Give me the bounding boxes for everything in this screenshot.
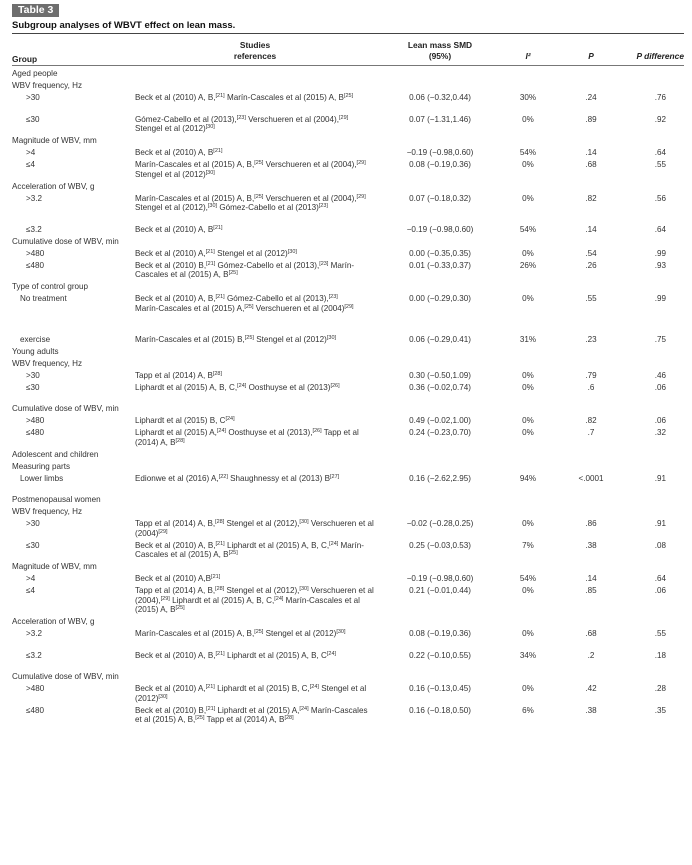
row-lean-mass-smd: 0.22 (−0.10,0.55) [409,650,471,660]
row-lean-mass-smd: 0.07 (−0.18,0.32) [409,193,471,203]
row-lean-mass-smd: 0.08 (−0.19,0.36) [409,160,471,169]
row-lean-mass-smd: 0.07 (−1.31,1.46) [409,114,471,124]
row-p-difference: .06 [654,586,666,595]
row-p-difference: .46 [654,370,666,380]
group-heading: Cumulative dose of WBV, min [12,672,119,681]
row-lean-mass-smd: 0.21 (−0.01,0.44) [409,586,471,595]
row-references: Liphardt et al (2015) A, B, C,[24] Oosthuyse et al (2013)[26] [135,382,340,392]
row-p-value: .42 [585,684,597,693]
row-subgroup-label: >480 [26,684,45,693]
row-p-difference: .64 [654,148,666,157]
row-references: Beck et al (2010) A, B,[21] Liphardt et al (2015) A, B, C[24] [135,650,337,660]
row-p-difference: .91 [654,519,666,528]
row-p-difference: .18 [654,650,666,660]
row-references: Tapp et al (2014) A, B,[28] Stengel et al (2012),[30] Verschueren et al (2004)[29] [135,519,374,538]
row-i2: 0% [522,684,534,693]
row-subgroup-label: >30 [26,519,40,528]
group-heading: Magnitude of WBV, mm [12,136,97,145]
row-p-value: .38 [585,540,597,550]
row-subgroup-label: No treatment [20,294,67,303]
row-i2: 0% [522,428,534,437]
row-references: Beck et al (2010) A, B[21] [135,148,223,157]
row-p-value: .7 [587,428,595,437]
group-heading: Type of control group [12,282,89,291]
row-subgroup-label: >30 [26,370,40,380]
row-references: Gómez-Cabello et al (2013),[23] Verschueren et al (2004),[29] Stengel et al (2012)[30] [135,114,349,133]
group-heading: Young adults [12,346,59,356]
row-references: Liphardt et al (2015) A,[24] Oosthuyse et al (2013),[26] Tapp et al (2014) A, B[28] [135,428,359,447]
row-i2: 54% [519,224,537,234]
row-subgroup-label: ≤4 [26,586,35,595]
group-heading: Cumulative dose of WBV, min [12,236,119,246]
row-references: Marín-Cascales et al (2015) B,[25] Stengel et al (2012)[30] [135,334,337,344]
row-p-value: .68 [585,629,597,638]
row-subgroup-label: >480 [26,416,45,425]
row-references: Marín-Cascales et al (2015) A, B,[25] Verschueren et al (2004),[29] Stengel et al (2012)[30] [135,160,366,179]
row-subgroup-label: ≤3.2 [26,224,42,234]
row-p-value: .54 [585,248,597,258]
group-heading: Aged people [12,69,58,78]
row-p-value: .14 [585,148,597,157]
row-references: Beck et al (2010) A, B,[21] Marín-Cascales et al (2015) A, B[25] [135,93,354,102]
row-subgroup-label: ≤480 [26,428,44,437]
row-i2: 7% [522,540,534,550]
row-p-value: .23 [585,334,597,344]
row-references: Beck et al (2010) A, B,[21] Liphardt et al (2015) A, B, C,[24] Marín-Cascales et al (2015) A, B[25] [135,540,364,559]
row-subgroup-label: >3.2 [26,193,42,203]
row-subgroup-label: ≤30 [26,382,40,392]
header-p: P [588,51,594,61]
group-heading: Adolescent and children [12,449,99,459]
row-p-value: .55 [585,294,597,303]
row-references: Marín-Cascales et al (2015) A, B,[25] Verschueren et al (2004),[29] Stengel et al (2012),[30] Gómez-Cabello et al (2013)[23] [135,193,366,212]
header-rule [12,65,684,66]
row-references: Beck et al (2010) A, B,[21] Gómez-Cabello et al (2013),[23] Marín-Cascales et al (2015) A,[25] Verschueren et al (2004)[29] [135,294,354,313]
group-heading: Postmenopausal women [12,495,101,504]
row-subgroup-label: exercise [20,334,51,344]
row-i2: 0% [522,193,534,203]
row-references: Beck et al (2010) A,[21] Stengel et al (2012)[30] [135,248,297,258]
row-references: Tapp et al (2014) A, B,[28] Stengel et al (2012),[30] Verschueren et al (2004),[29] Liphardt et al (2015) A, B, C,[24] Marín-Cascales et al (2015) A, B[25] [135,586,374,614]
row-references: Marín-Cascales et al (2015) A, B,[25] Stengel et al (2012)[30] [135,629,346,638]
row-lean-mass-smd: 0.08 (−0.19,0.36) [409,629,471,638]
row-p-difference: .64 [654,224,666,234]
row-lean-mass-smd: 0.06 (−0.32,0.44) [409,93,471,102]
row-i2: 26% [519,260,537,270]
row-references: Beck et al (2010) B,[21] Liphardt et al (2015) A,[24] Marín-Cascales et al (2015) A, B,[25] Tapp et al (2014) A, B[28] [135,705,368,724]
row-i2: 0% [522,370,534,380]
row-p-value: .6 [587,382,595,392]
group-heading: WBV frequency, Hz [12,358,83,368]
row-p-difference: .55 [654,160,666,169]
row-lean-mass-smd: 0.30 (−0.50,1.09) [409,370,471,380]
row-p-difference: .64 [654,574,666,583]
row-lean-mass-smd: −0.19 (−0.98,0.60) [406,574,474,583]
group-heading: Cumulative dose of WBV, min [12,404,119,413]
row-p-difference: .55 [654,629,666,638]
row-p-difference: .91 [654,473,666,483]
row-p-difference: .06 [654,382,666,392]
row-p-difference: .56 [654,193,666,203]
row-i2: 54% [519,574,537,583]
row-subgroup-label: >30 [26,93,40,102]
row-p-value: .79 [585,370,597,380]
row-p-difference: .35 [654,705,666,715]
row-subgroup-label: ≤480 [26,260,44,270]
row-p-difference: .06 [654,416,666,425]
row-i2: 0% [522,416,534,425]
row-subgroup-label: ≤480 [26,705,44,715]
header-refs-line2: references [233,51,277,61]
row-p-value: .2 [587,650,595,660]
row-references: Edionwe et al (2016) A,[22] Shaughnessy et al (2013) B[27] [135,473,340,483]
row-subgroup-label: >3.2 [26,629,42,638]
row-lean-mass-smd: 0.24 (−0.23,0.70) [409,428,471,437]
row-i2: 0% [522,248,534,258]
row-p-value: .14 [585,574,597,583]
row-p-value: .68 [585,160,597,169]
header-smd-line2: (95%) [428,51,452,61]
row-references: Beck et al (2010) B,[21] Gómez-Cabello et al (2013),[23] Marín-Cascales et al (2015) A, B[25] [135,260,355,279]
row-i2: 30% [519,93,537,102]
row-p-difference: .76 [654,93,666,102]
group-heading: Magnitude of WBV, mm [12,562,97,571]
row-p-difference: .75 [654,334,666,344]
row-subgroup-label: >480 [26,248,45,258]
row-lean-mass-smd: −0.19 (−0.98,0.60) [406,224,474,234]
header-refs-line1: Studies [239,40,271,50]
row-references: Beck et al (2010) A, B[21] [135,224,223,234]
table-label: Table 3 [12,4,59,17]
row-subgroup-label: Lower limbs [20,473,64,483]
row-p-difference: .28 [654,684,666,693]
header-i2: I² [525,51,531,61]
group-heading: WBV frequency, Hz [12,81,83,90]
group-heading: Measuring parts [12,461,71,471]
row-p-value: .14 [585,224,597,234]
top-rule [12,33,684,34]
row-p-value: .86 [585,519,597,528]
row-lean-mass-smd: 0.36 (−0.02,0.74) [409,382,471,392]
header-group: Group [12,54,38,64]
row-p-value: .89 [585,114,597,124]
row-p-difference: .92 [654,114,666,124]
header-p-difference: P difference [636,51,684,61]
row-i2: 0% [522,114,534,124]
row-lean-mass-smd: 0.16 (−0.18,0.50) [409,705,471,715]
row-references: Beck et al (2010) A,B[21] [135,574,221,583]
row-i2: 54% [519,148,537,157]
row-p-value: .24 [585,93,597,102]
row-p-value: <.0001 [578,473,604,483]
row-i2: 0% [522,294,534,303]
row-p-difference: .32 [654,428,666,437]
row-i2: 0% [522,382,534,392]
row-subgroup-label: ≤3.2 [26,650,42,660]
row-lean-mass-smd: 0.00 (−0.29,0.30) [409,294,471,303]
row-p-value: .85 [585,586,597,595]
row-i2: 0% [522,629,534,638]
row-p-value: .82 [585,416,597,425]
header-smd-line1: Lean mass SMD [407,40,473,50]
row-subgroup-label: >4 [26,574,36,583]
row-subgroup-label: ≤4 [26,160,35,169]
row-subgroup-label: >4 [26,148,36,157]
row-p-difference: .93 [654,260,666,270]
group-heading: WBV frequency, Hz [12,507,83,516]
row-lean-mass-smd: 0.01 (−0.33,0.37) [409,260,471,270]
row-i2: 94% [519,473,537,483]
row-subgroup-label: ≤30 [26,540,40,550]
row-lean-mass-smd: −0.02 (−0.28,0.25) [406,519,474,528]
row-p-difference: .08 [654,540,666,550]
row-lean-mass-smd: 0.06 (−0.29,0.41) [409,334,471,344]
row-lean-mass-smd: 0.25 (−0.03,0.53) [409,540,471,550]
row-lean-mass-smd: 0.49 (−0.02,1.00) [409,416,471,425]
row-lean-mass-smd: 0.16 (−2.62,2.95) [409,473,471,483]
row-i2: 6% [522,705,534,715]
row-i2: 0% [522,586,534,595]
row-subgroup-label: ≤30 [26,114,40,124]
table-caption: Subgroup analyses of WBVT effect on lean mass. [12,20,236,31]
row-i2: 31% [519,334,537,344]
row-lean-mass-smd: −0.19 (−0.98,0.60) [406,148,474,157]
group-heading: Acceleration of WBV, g [12,617,95,626]
row-p-value: .82 [585,193,597,203]
row-p-value: .38 [585,705,597,715]
row-i2: 0% [522,160,534,169]
row-i2: 34% [519,650,537,660]
row-p-value: .26 [585,260,597,270]
row-references: Liphardt et al (2015) B, C[24] [135,416,235,425]
row-references: Tapp et al (2014) A, B[28] [135,370,223,380]
row-lean-mass-smd: 0.00 (−0.35,0.35) [409,248,471,258]
row-i2: 0% [522,519,534,528]
group-heading: Acceleration of WBV, g [12,181,95,191]
row-p-difference: .99 [654,248,666,258]
row-p-difference: .99 [654,294,666,303]
row-lean-mass-smd: 0.16 (−0.13,0.45) [409,684,471,693]
row-references: Beck et al (2010) A,[21] Liphardt et al (2015) B, C,[24] Stengel et al (2012)[30] [135,684,367,703]
